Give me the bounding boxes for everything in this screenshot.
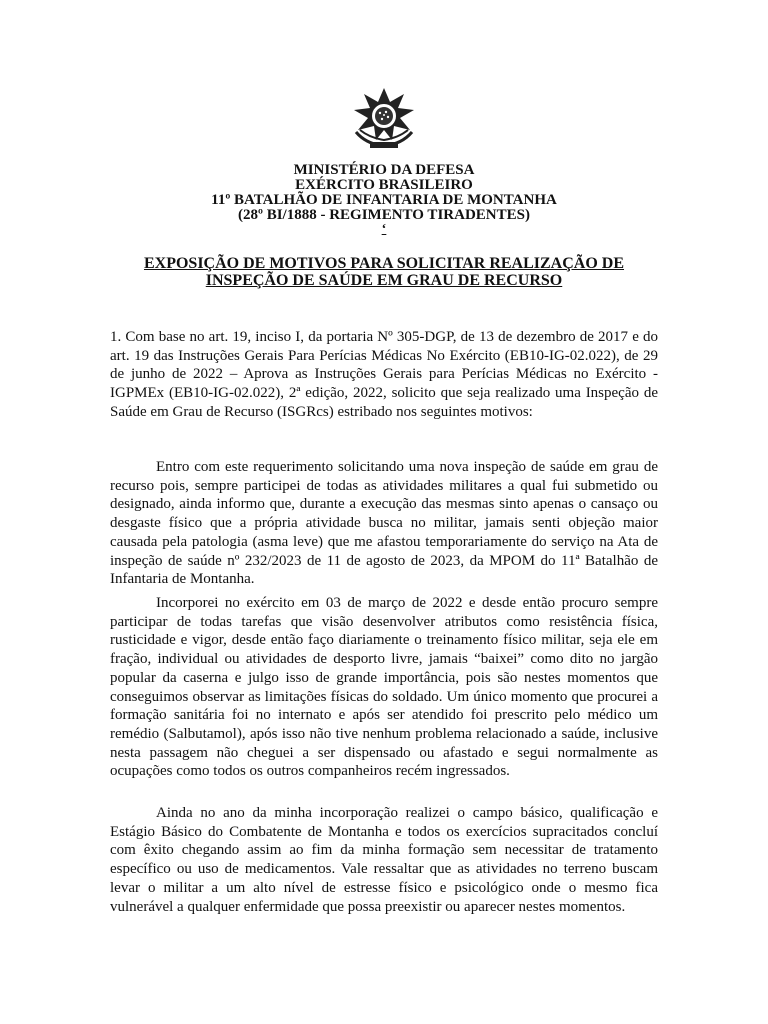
army-name: EXÉRCITO BRASILEIRO bbox=[295, 177, 473, 193]
paragraph-2: Entro com este requerimento solicitando uma nova inspeção de saúde em grau de recurso pois, sempre participei de todas as atividades militares a qual fui submetido ou designado, ainda informo que, durante a execução das mesmas sinto apenas o cansaço ou desgaste físico que a própria atividade busca no militar, jamais senti objeção maior causada pela patologia (asma leve) que me afastou temporariamente do serviço na Ata de inspeção de saúde nº 232/2023 de 11 de agosto de 2023, da MPOM do 11ª Batalhão de Infantaria de Montanha. bbox=[110, 459, 658, 588]
paragraph-3: Incorporei no exército em 03 de março de 2022 e desde então procuro sempre participar de todas tarefas que visão desenvolver atributos como resistência física, rusticidade e vigor, desde então faço diariamente o treinamento físico militar, seja ele em fração, individual ou atividades de desporto livre, jamais “baixei” como dito no jargão popular da caserna e julgo isso de grande importância, pois são nestes momentos que conseguimos observar as limitações físicas do soldado. Um único momento que procurei a formação sanitária foi no internato e após ser atendido foi prescrito pelo médico um remédio (Salbutamol), após isso não tive nenhum problema relacionado a saúde, inclusive nesta passagem não cheguei a ser dispensado ou afastado e segui normalmente as ocupações como todos os outros companheiros recém ingressados. bbox=[110, 595, 658, 780]
battalion-name: 11º BATALHÃO DE INFANTARIA DE MONTANHA bbox=[211, 192, 557, 208]
document-title bbox=[0, 255, 768, 289]
document-header bbox=[0, 163, 768, 237]
ministry-name: MINISTÉRIO DA DEFESA bbox=[293, 162, 475, 178]
coat-of-arms-icon bbox=[346, 86, 422, 150]
paragraph-4: Ainda no ano da minha incorporação realizei o campo básico, qualificação e Estágio Básico do Combatente de Montanha e todos os exercícios supracitados concluí com êxito chegando assim ao fim da minha formação sem necessitar de tratamento específico ou uso de medicamentos. Vale ressaltar que as atividades no terreno buscam levar o militar a um alto nível de estresse físico e psicológico onde o mesmo fica vulnerável a qualquer enfermidade que possa preexistir ou aparecer nestes momentos. bbox=[110, 805, 658, 915]
paragraph-1: 1. Com base no art. 19, inciso I, da portaria Nº 305-DGP, de 13 de dezembro de 2017 e do art. 19 das Instruções Gerais Para Perícias Médicas No Exército (EB10-IG-02.022), de 29 de junho de 2022 – Aprova as Instruções Gerais para Perícias Médicas no Exército - IGPMEx (EB10-IG-02.022), 2ª edição, 2022, solicito que seja realizado uma Inspeção de Saúde em Grau de Recurso (ISGRcs) estribado nos seguintes motivos: bbox=[110, 329, 658, 420]
title-line-1: EXPOSIÇÃO DE MOTIVOS PARA SOLICITAR REALIZAÇÃO DE bbox=[143, 255, 625, 272]
regiment-name: (28º BI/1888 - REGIMENTO TIRADENTES) bbox=[238, 207, 530, 223]
title-line-2: INSPEÇÃO DE SAÚDE EM GRAU DE RECURSO bbox=[205, 272, 563, 289]
header-mark: ‘ bbox=[381, 222, 387, 237]
